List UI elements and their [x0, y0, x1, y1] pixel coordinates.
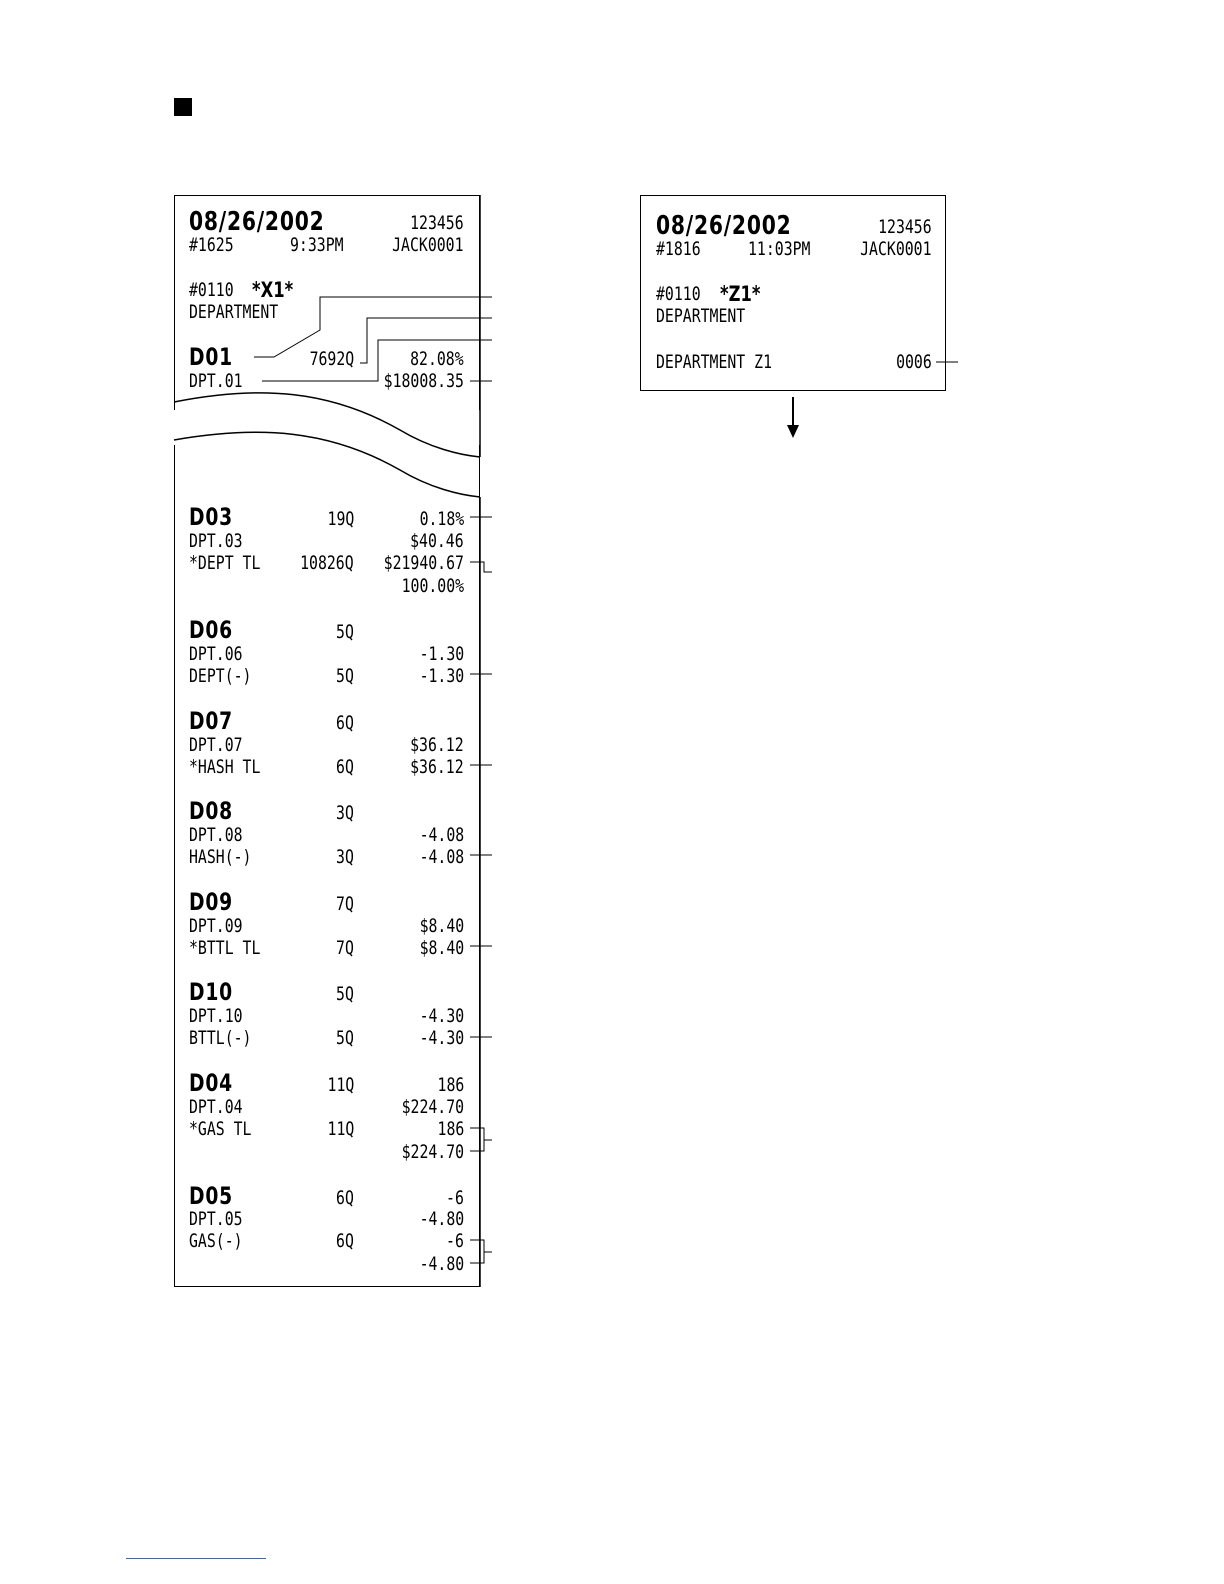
d10-code: D10	[189, 978, 233, 1006]
d09-amount: $8.40	[419, 915, 464, 937]
z-counter-label: DEPARTMENT Z1	[656, 351, 773, 373]
hash-tl-qty: 6Q	[336, 756, 354, 778]
footer-rule	[126, 1558, 266, 1559]
d10-amount: -4.30	[419, 1005, 464, 1027]
bttl-tl-label: *BTTL TL	[189, 937, 261, 959]
x-clerk: JACK0001	[392, 234, 464, 256]
dept-minus-qty: 5Q	[336, 665, 354, 687]
hash-minus-qty: 3Q	[336, 846, 354, 868]
d08-name: DPT.08	[189, 824, 243, 846]
d07-code: D07	[189, 707, 233, 735]
x-date: 08/26/2002	[189, 207, 325, 237]
hash-minus-amount: -4.08	[419, 846, 464, 868]
bttl-minus-qty: 5Q	[336, 1027, 354, 1049]
d10-qty: 5Q	[336, 983, 354, 1005]
d04-units: 186	[437, 1074, 464, 1096]
d03-qty: 19Q	[327, 508, 354, 530]
d01-qty: 7692Q	[309, 348, 354, 370]
d05-code: D05	[189, 1182, 233, 1210]
dept-tl-pct: 100.00%	[401, 575, 464, 597]
gas-minus-amount: -4.80	[419, 1253, 464, 1275]
gas-tl-label: *GAS TL	[189, 1118, 252, 1140]
z-counter-value: 0006	[896, 351, 932, 373]
d08-amount: -4.08	[419, 824, 464, 846]
z-report-mark: *Z1*	[720, 282, 761, 306]
bttl-tl-amount: $8.40	[419, 937, 464, 959]
d05-name: DPT.05	[189, 1208, 243, 1230]
hash-minus-label: HASH(-)	[189, 846, 252, 868]
dept-minus-amount: -1.30	[419, 665, 464, 687]
gas-tl-qty: 11Q	[327, 1118, 354, 1140]
d03-pct: 0.18%	[419, 508, 464, 530]
d05-amount: -4.80	[419, 1208, 464, 1230]
d03-name: DPT.03	[189, 530, 243, 552]
z-report-title: DEPARTMENT	[656, 305, 746, 327]
z-date: 08/26/2002	[656, 211, 792, 241]
d06-code: D06	[189, 616, 233, 644]
d01-name: DPT.01	[189, 370, 243, 392]
bttl-minus-label: BTTL(-)	[189, 1027, 252, 1049]
hash-tl-amount: $36.12	[410, 756, 464, 778]
z-time: 11:03PM	[748, 238, 811, 260]
d09-qty: 7Q	[336, 893, 354, 915]
d07-name: DPT.07	[189, 734, 243, 756]
d07-amount: $36.12	[410, 734, 464, 756]
gas-tl-amount: $224.70	[401, 1141, 464, 1163]
d08-code: D08	[189, 797, 233, 825]
z-consecutive-number: #1816	[656, 238, 701, 260]
d03-code: D03	[189, 503, 233, 531]
bttl-minus-amount: -4.30	[419, 1027, 464, 1049]
x-time: 9:33PM	[290, 234, 344, 256]
x-machine-number: 123456	[410, 212, 464, 234]
d09-code: D09	[189, 888, 233, 916]
d06-name: DPT.06	[189, 643, 243, 665]
gas-minus-qty: 6Q	[336, 1230, 354, 1252]
dept-tl-amount: $21940.67	[383, 552, 464, 574]
gas-minus-units: -6	[446, 1230, 464, 1252]
x-report-code: #0110	[189, 279, 234, 301]
hash-tl-label: *HASH TL	[189, 756, 261, 778]
d03-amount: $40.46	[410, 530, 464, 552]
d01-pct: 82.08%	[410, 348, 464, 370]
dept-tl-qty: 10826Q	[300, 552, 354, 574]
gas-tl-units: 186	[437, 1118, 464, 1140]
x-report-title: DEPARTMENT	[189, 301, 279, 323]
d04-code: D04	[189, 1069, 233, 1097]
d01-code: D01	[189, 343, 233, 371]
d08-qty: 3Q	[336, 802, 354, 824]
d04-qty: 11Q	[327, 1074, 354, 1096]
z-clerk: JACK0001	[860, 238, 932, 260]
dept-tl-label: *DEPT TL	[189, 552, 261, 574]
d06-amount: -1.30	[419, 643, 464, 665]
x-report-mark: *X1*	[252, 278, 294, 302]
d05-units: -6	[446, 1187, 464, 1209]
d07-qty: 6Q	[336, 712, 354, 734]
d06-qty: 5Q	[336, 621, 354, 643]
d09-name: DPT.09	[189, 915, 243, 937]
z-machine-number: 123456	[878, 216, 932, 238]
dept-minus-label: DEPT(-)	[189, 665, 252, 687]
d01-amount: $18008.35	[383, 370, 464, 392]
d04-amount: $224.70	[401, 1096, 464, 1118]
d10-name: DPT.10	[189, 1005, 243, 1027]
d04-name: DPT.04	[189, 1096, 243, 1118]
z-report-code: #0110	[656, 283, 701, 305]
bttl-tl-qty: 7Q	[336, 937, 354, 959]
x-consecutive-number: #1625	[189, 234, 234, 256]
gas-minus-label: GAS(-)	[189, 1230, 243, 1252]
d05-qty: 6Q	[336, 1187, 354, 1209]
